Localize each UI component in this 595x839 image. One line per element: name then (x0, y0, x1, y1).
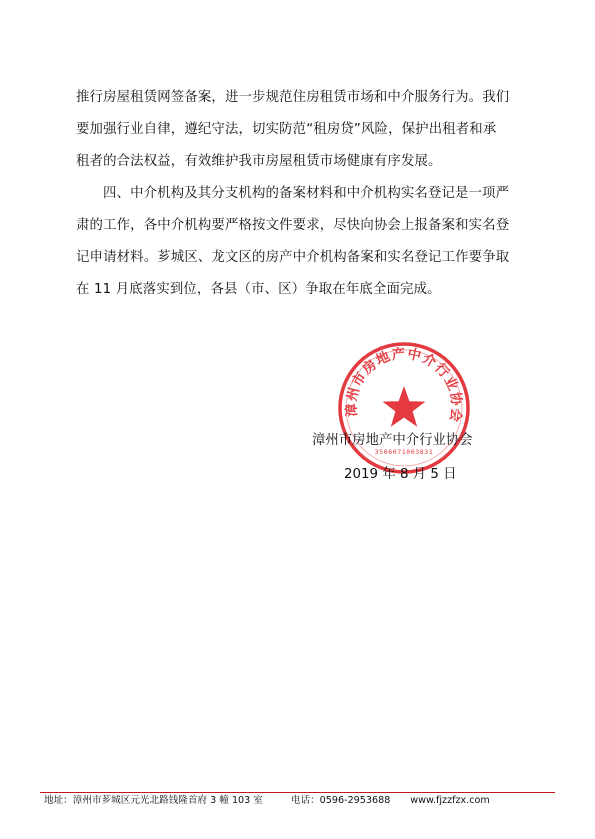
paragraph-1-line-2: 要加强行业自律，遵纪守法，切实防范“租房贷”风险，保护出租者和承 (76, 122, 497, 137)
seal-arc-text: 漳州市房地产中介行业协会 (343, 345, 465, 425)
signature-date: 2019 年 8 月 5 日 (344, 467, 457, 482)
seal-star-icon (383, 386, 426, 427)
signature-organization: 漳州市房地产中介行业协会 (312, 433, 473, 448)
footer-website: www.fjzzfzx.com (410, 795, 490, 806)
paragraph-2-line-2: 肃的工作，各中介机构要严格按文件要求，尽快向协会上报备案和实名登 (76, 218, 510, 233)
footer-phone: 电话：0596-2953688 (290, 795, 391, 806)
paragraph-1-line-1: 推行房屋租赁网签备案，进一步规范住房租赁市场和中介服务行为。我们 (76, 90, 510, 105)
official-seal-icon (336, 340, 472, 476)
paragraph-2-line-3: 记申请材料。芗城区、龙文区的房产中介机构备案和实名登记工作要争取 (76, 250, 510, 265)
paragraph-2 (76, 178, 524, 306)
footer-divider (40, 792, 555, 793)
paragraph-2-line-1: 四、中介机构及其分支机构的备案材料和中介机构实名登记是一项严 (103, 186, 510, 201)
paragraph-2-line-4: 在 11 月底落实到位，各县（市、区）争取在年底全面完成。 (76, 282, 441, 297)
paragraph-1-line-3: 租者的合法权益，有效维护我市房屋租赁市场健康有序发展。 (76, 154, 442, 169)
seal-number: 3506071003831 (374, 448, 434, 456)
footer (44, 794, 559, 808)
paragraph-1 (76, 82, 524, 178)
footer-address: 地址：漳州市芗城区元光北路钱隆首府 3 幢 103 室 (44, 795, 263, 806)
